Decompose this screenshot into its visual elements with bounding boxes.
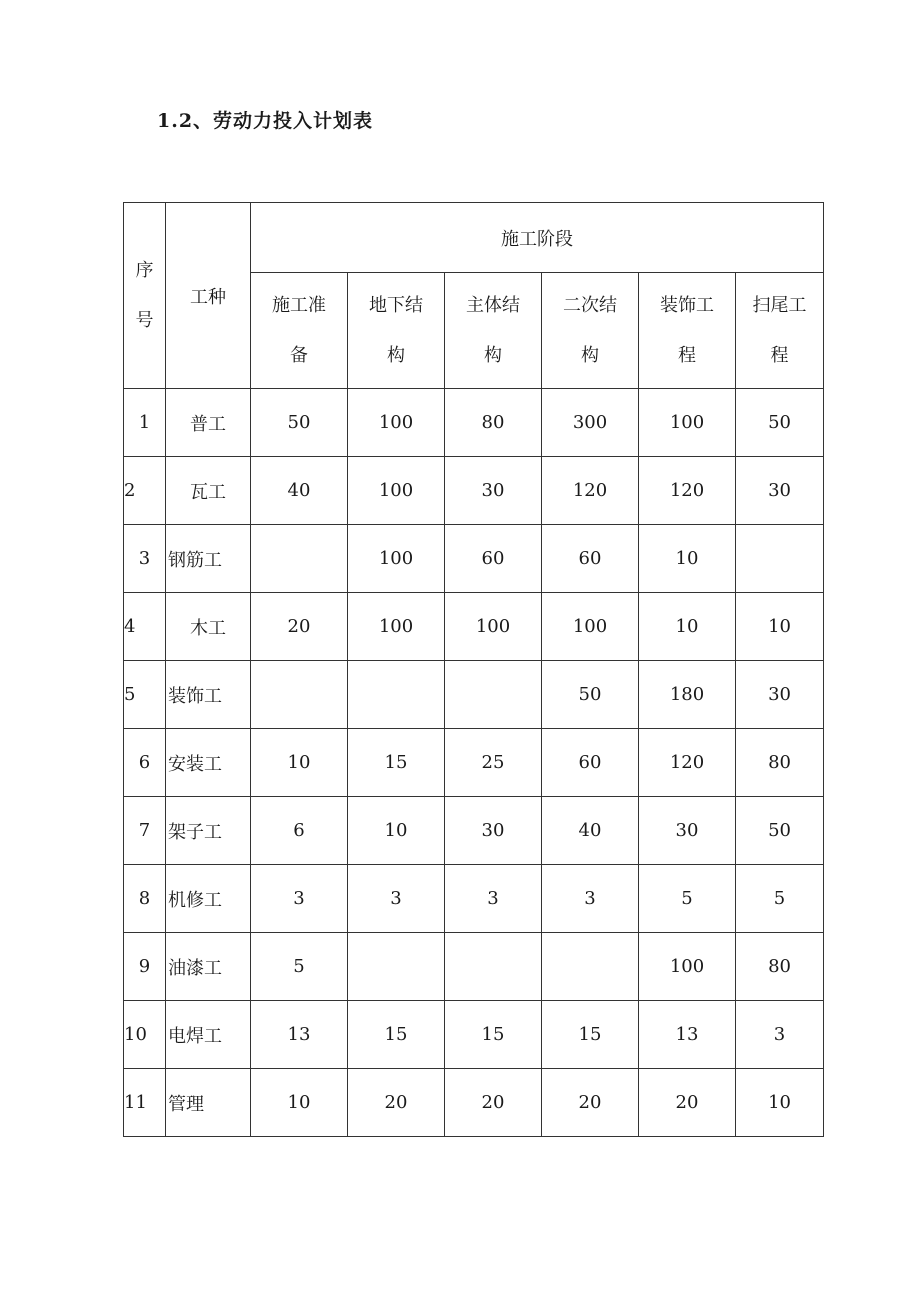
value-cell: 300 <box>542 389 639 457</box>
table-row <box>124 661 824 729</box>
value-cell <box>251 525 348 593</box>
value-cell: 5 <box>736 865 824 933</box>
type-header: 工种 <box>166 203 251 389</box>
seq-cell: 11 <box>124 1069 166 1137</box>
value-cell: 80 <box>736 933 824 1001</box>
value-cell <box>445 661 542 729</box>
value-cell: 10 <box>736 1069 824 1137</box>
value-cell: 60 <box>445 525 542 593</box>
value-cell: 50 <box>736 389 824 457</box>
work-type-cell: 油漆工 <box>166 933 251 1001</box>
section-title: 1.2、劳动力投入计划表 <box>157 110 374 132</box>
value-cell: 10 <box>736 593 824 661</box>
value-cell: 10 <box>639 593 736 661</box>
value-cell <box>736 525 824 593</box>
work-type-cell: 木工 <box>166 593 251 661</box>
value-cell: 60 <box>542 729 639 797</box>
work-type-cell: 瓦工 <box>166 457 251 525</box>
table-row <box>124 1069 824 1137</box>
value-cell: 30 <box>445 457 542 525</box>
seq-cell: 8 <box>124 865 166 933</box>
value-cell: 10 <box>251 729 348 797</box>
value-cell: 50 <box>736 797 824 865</box>
value-cell: 3 <box>251 865 348 933</box>
seq-cell: 7 <box>124 797 166 865</box>
stage-col-header: 装饰工程 <box>639 273 736 389</box>
value-cell: 100 <box>445 593 542 661</box>
stage-col-header: 地下结构 <box>348 273 445 389</box>
value-cell: 100 <box>639 389 736 457</box>
table-row <box>124 525 824 593</box>
value-cell: 120 <box>542 457 639 525</box>
seq-cell: 10 <box>124 1001 166 1069</box>
value-cell: 5 <box>251 933 348 1001</box>
value-cell: 100 <box>348 457 445 525</box>
table-row <box>124 933 824 1001</box>
seq-cell: 5 <box>124 661 166 729</box>
value-cell: 30 <box>736 661 824 729</box>
stage-col-header: 主体结构 <box>445 273 542 389</box>
value-cell: 10 <box>639 525 736 593</box>
value-cell: 10 <box>251 1069 348 1137</box>
value-cell: 13 <box>251 1001 348 1069</box>
value-cell: 15 <box>348 1001 445 1069</box>
value-cell: 180 <box>639 661 736 729</box>
seq-cell: 4 <box>124 593 166 661</box>
work-type-cell: 管理 <box>166 1069 251 1137</box>
value-cell: 40 <box>542 797 639 865</box>
table-body <box>124 389 824 1137</box>
seq-header-char-1: 序 <box>135 259 154 281</box>
work-type-cell: 普工 <box>166 389 251 457</box>
value-cell: 13 <box>639 1001 736 1069</box>
value-cell: 5 <box>639 865 736 933</box>
value-cell: 10 <box>348 797 445 865</box>
value-cell: 15 <box>348 729 445 797</box>
work-type-cell: 装饰工 <box>166 661 251 729</box>
value-cell: 30 <box>639 797 736 865</box>
value-cell: 100 <box>348 389 445 457</box>
value-cell: 3 <box>736 1001 824 1069</box>
value-cell: 25 <box>445 729 542 797</box>
table-row <box>124 1001 824 1069</box>
value-cell: 50 <box>542 661 639 729</box>
seq-cell: 9 <box>124 933 166 1001</box>
seq-cell: 1 <box>124 389 166 457</box>
work-type-cell: 安装工 <box>166 729 251 797</box>
value-cell: 80 <box>445 389 542 457</box>
work-type-cell: 钢筋工 <box>166 525 251 593</box>
table-row <box>124 593 824 661</box>
value-cell: 20 <box>251 593 348 661</box>
value-cell: 20 <box>542 1069 639 1137</box>
value-cell: 40 <box>251 457 348 525</box>
stage-col-header: 二次结构 <box>542 273 639 389</box>
value-cell <box>348 933 445 1001</box>
table-row <box>124 797 824 865</box>
value-cell: 30 <box>736 457 824 525</box>
work-type-cell: 电焊工 <box>166 1001 251 1069</box>
seq-header-char-2: 号 <box>135 309 154 331</box>
work-type-cell: 机修工 <box>166 865 251 933</box>
stage-col-header: 扫尾工程 <box>736 273 824 389</box>
header-row-1 <box>124 203 824 273</box>
value-cell: 3 <box>542 865 639 933</box>
value-cell: 3 <box>348 865 445 933</box>
value-cell: 50 <box>251 389 348 457</box>
value-cell: 100 <box>639 933 736 1001</box>
table-row <box>124 389 824 457</box>
value-cell <box>251 661 348 729</box>
value-cell: 120 <box>639 457 736 525</box>
value-cell: 20 <box>639 1069 736 1137</box>
seq-header <box>124 203 166 389</box>
value-cell: 3 <box>445 865 542 933</box>
value-cell <box>542 933 639 1001</box>
labor-plan-table <box>123 202 824 1137</box>
value-cell: 30 <box>445 797 542 865</box>
value-cell: 120 <box>639 729 736 797</box>
value-cell: 20 <box>445 1069 542 1137</box>
stage-header: 施工阶段 <box>251 203 824 273</box>
table-row <box>124 729 824 797</box>
value-cell: 60 <box>542 525 639 593</box>
value-cell <box>445 933 542 1001</box>
table-row <box>124 865 824 933</box>
value-cell: 15 <box>445 1001 542 1069</box>
seq-cell: 3 <box>124 525 166 593</box>
seq-cell: 6 <box>124 729 166 797</box>
work-type-cell: 架子工 <box>166 797 251 865</box>
value-cell: 100 <box>542 593 639 661</box>
value-cell: 100 <box>348 593 445 661</box>
value-cell: 100 <box>348 525 445 593</box>
value-cell <box>348 661 445 729</box>
value-cell: 6 <box>251 797 348 865</box>
seq-cell: 2 <box>124 457 166 525</box>
value-cell: 20 <box>348 1069 445 1137</box>
value-cell: 15 <box>542 1001 639 1069</box>
table-row <box>124 457 824 525</box>
stage-col-header: 施工准备 <box>251 273 348 389</box>
value-cell: 80 <box>736 729 824 797</box>
